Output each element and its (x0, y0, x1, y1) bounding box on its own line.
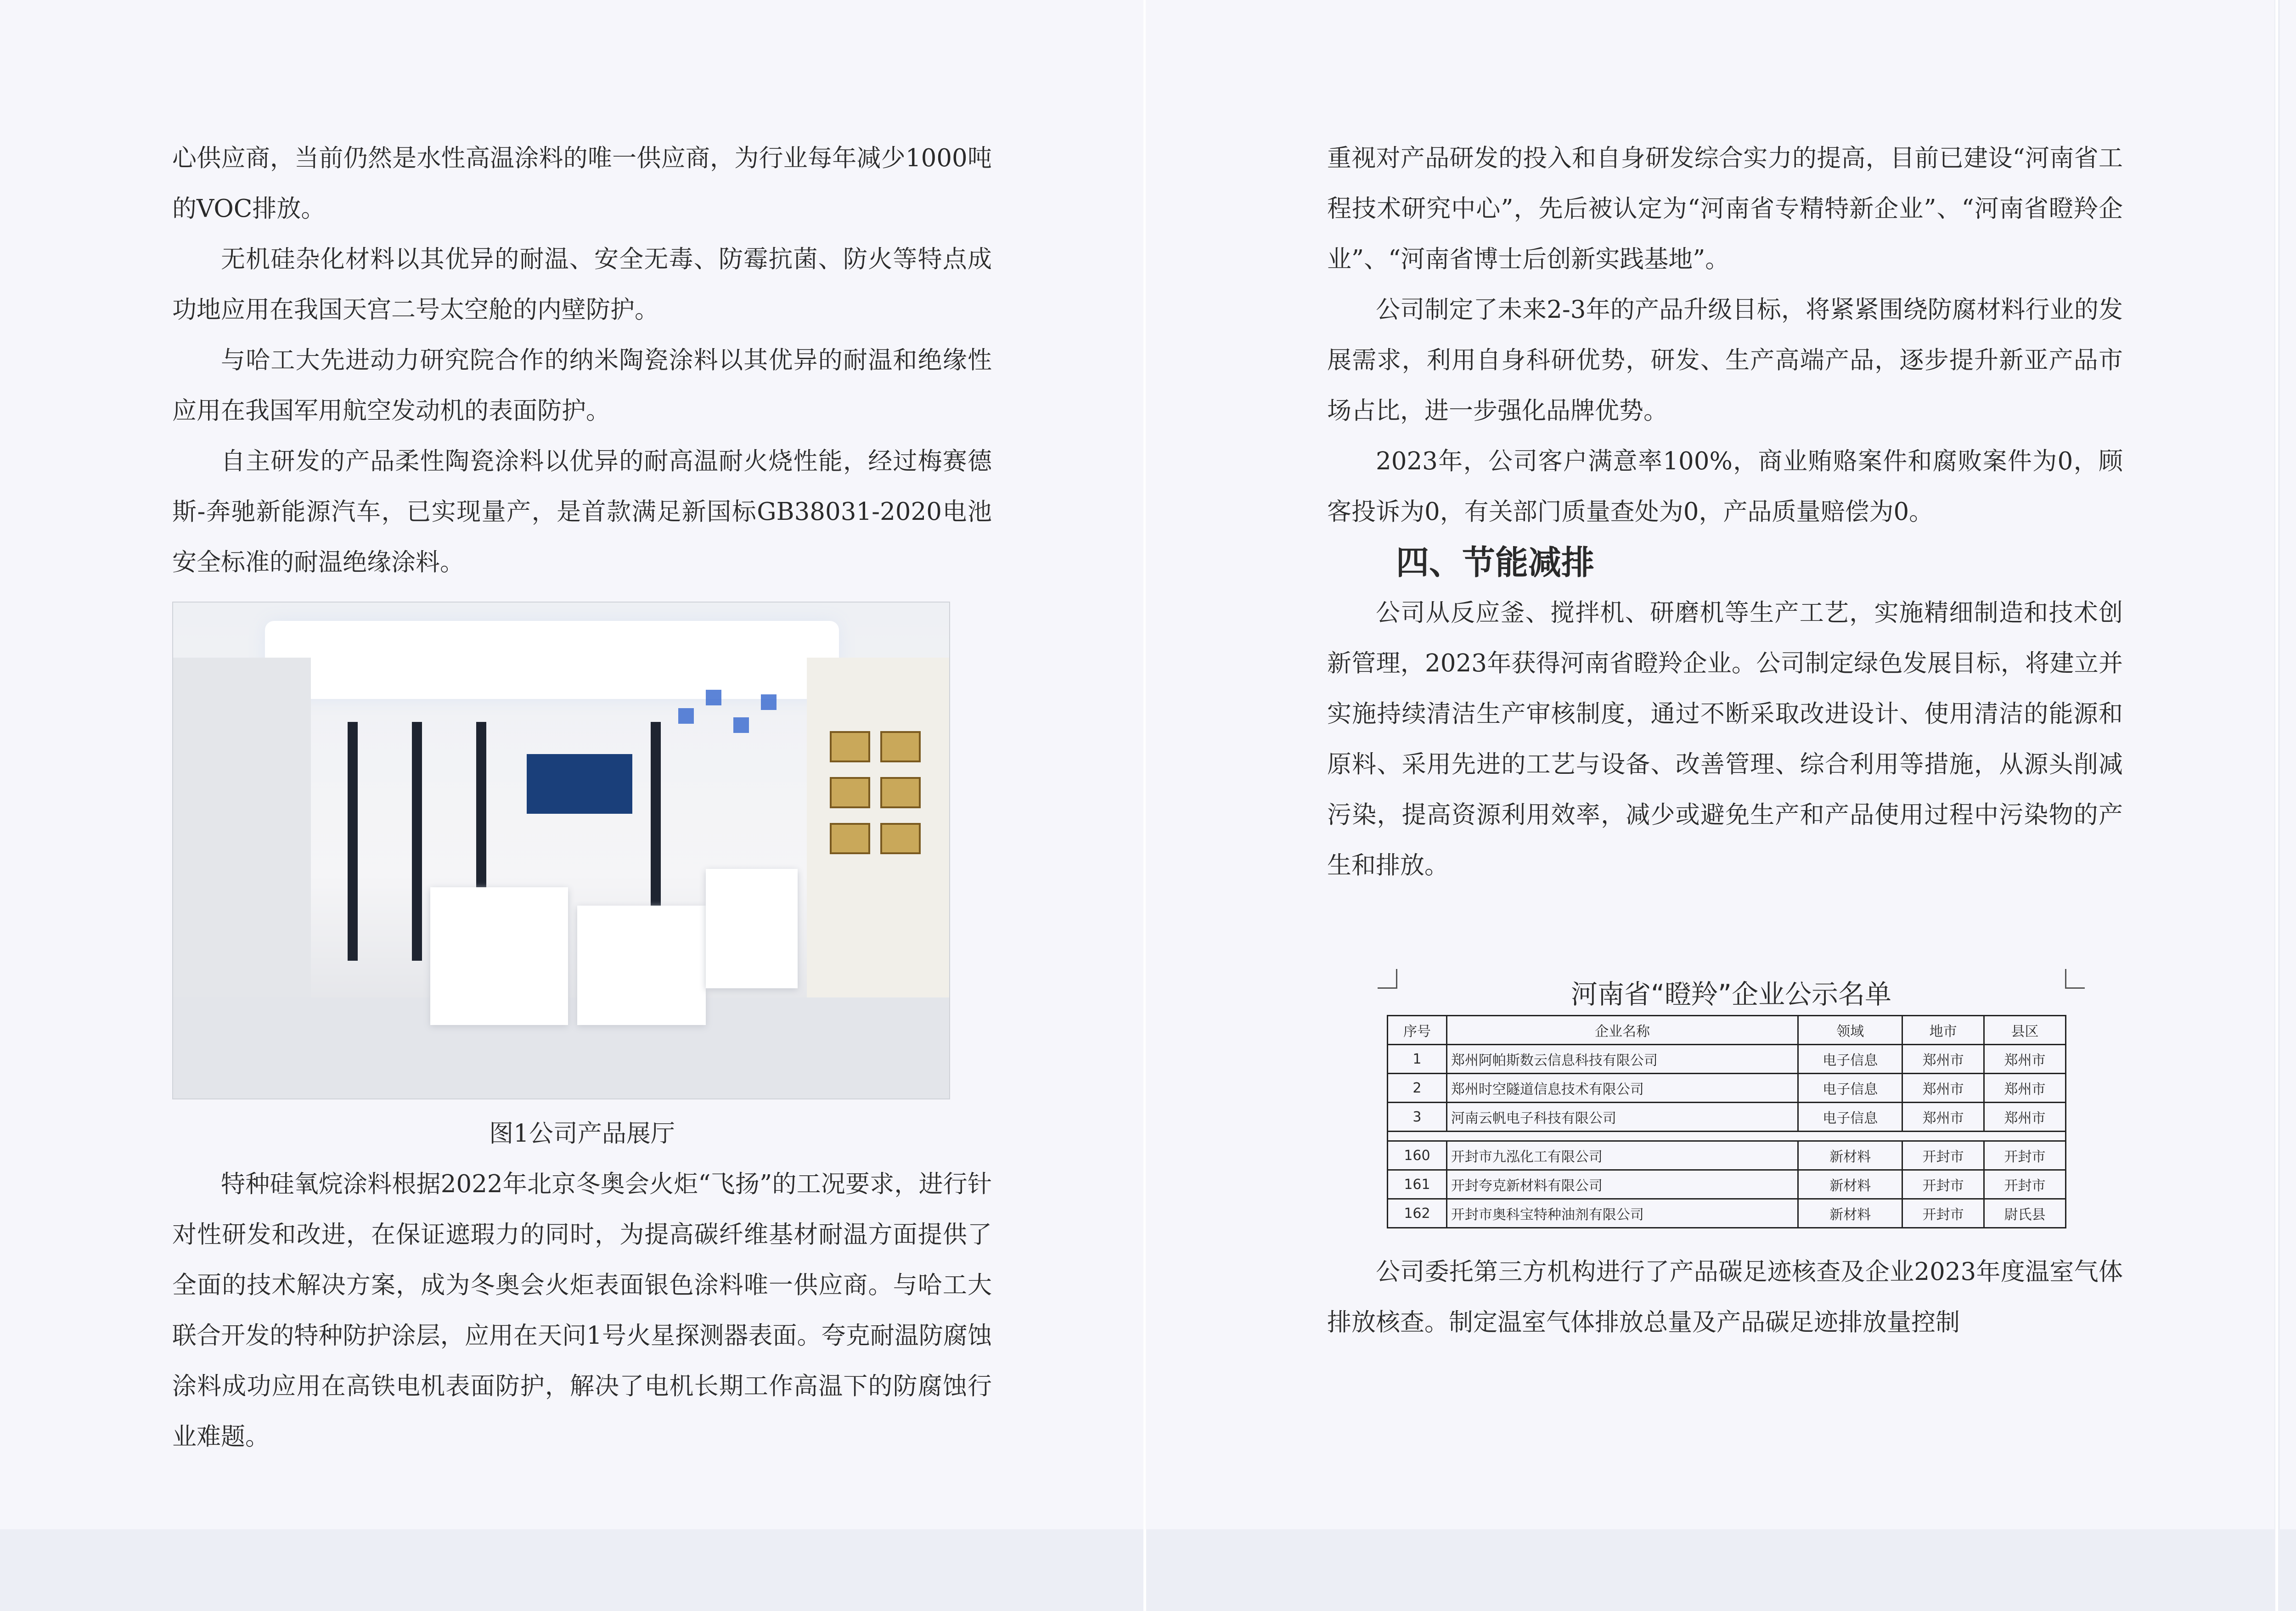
table-cell: 郑州时空隧道信息技术有限公司 (1446, 1074, 1798, 1103)
document-page-2 (1146, 0, 2274, 1529)
table-cell: 河南云帆电子科技有限公司 (1446, 1103, 1798, 1132)
paragraph: 自主研发的产品柔性陶瓷涂料以优异的耐高温耐火烧性能，经过梅赛德斯-奔驰新能源汽车，已实现量产，是首款满足新国标GB38031-2020电池安全标准的耐温绝缘涂料。 (172, 447, 992, 576)
paragraph: 公司从反应釜、搅拌机、研磨机等生产工艺，实施精细制造和技术创新管理，2023年获得河南省瞪羚企业。公司制定绿色发展目标，将建立并实施持续清洁生产审核制度，通过不断采取改进设计、使用清洁的能源和原料、采用先进的工艺与设备、改善管理、综合利用等措施，从源头削减污染，提高资源利用效率，减少或避免生产和产品使用过程中污染物的产生和排放。 (1327, 599, 2123, 879)
table-cell: 郑州市 (1984, 1045, 2066, 1074)
header-cell: 领域 (1798, 1016, 1902, 1045)
table-cell: 郑州市 (1902, 1045, 1984, 1074)
table-cell: 郑州市 (1902, 1103, 1984, 1132)
figure-caption: 图1公司产品展厅 (489, 1120, 675, 1148)
award-plaque (880, 777, 921, 808)
left-wall (173, 658, 311, 1043)
table-cell: 郑州市 (1902, 1074, 1984, 1103)
page-gap (2275, 0, 2278, 1611)
table-cell: 郑州市 (1984, 1103, 2066, 1132)
table-cell: 开封夸克新材料有限公司 (1446, 1170, 1798, 1199)
crop-mark (2065, 969, 2085, 989)
table-cell: 郑州市 (1984, 1074, 2066, 1103)
list-title: 河南省“瞪羚”企业公示名单 (1570, 979, 1892, 1010)
ceiling-light (265, 621, 839, 699)
table-row (1388, 1141, 2066, 1170)
table-cell: 开封市奥科宝特种油剂有限公司 (1446, 1199, 1798, 1228)
table-header-row (1388, 1016, 2066, 1045)
paragraph: 与哈工大先进动力研究院合作的纳米陶瓷涂料以其优异的耐温和绝缘性应用在我国军用航空发动机的表面防护。 (172, 346, 992, 425)
table-row (1388, 1170, 2066, 1199)
table-cell: 尉氏县 (1984, 1199, 2066, 1228)
table-cell: 郑州阿帕斯数云信息科技有限公司 (1446, 1045, 1798, 1074)
award-plaque (830, 731, 870, 762)
display-screen (527, 754, 632, 814)
section-heading: 四、节能减排 (1396, 543, 1595, 582)
award-plaque (880, 823, 921, 854)
table-cell: 开封市 (1902, 1170, 1984, 1199)
header-cell: 县区 (1984, 1016, 2066, 1045)
decor-cube (678, 708, 694, 724)
document-page-1 (0, 0, 1143, 1529)
table-cell: 电子信息 (1798, 1045, 1902, 1074)
table-row (1388, 1045, 2066, 1074)
display-pedestal (706, 869, 798, 988)
table-cell: 162 (1388, 1199, 1447, 1228)
award-plaque (830, 777, 870, 808)
table-cell: 新材料 (1798, 1170, 1902, 1199)
table-cell: 161 (1388, 1170, 1447, 1199)
crop-mark (1378, 969, 1397, 989)
table-row (1388, 1103, 2066, 1132)
decor-cube (706, 690, 721, 705)
table-row (1388, 1199, 2066, 1228)
table-gap-row (1388, 1132, 2066, 1141)
table-cell: 160 (1388, 1141, 1447, 1170)
document-page-3 (2280, 0, 2296, 1529)
header-cell: 企业名称 (1446, 1016, 1798, 1045)
showroom-photo (172, 602, 950, 1099)
table-cell: 开封市 (1984, 1141, 2066, 1170)
paragraph: 2023年，公司客户满意率100%，商业贿赂案件和腐败案件为0，顾客投诉为0，有关部门质量查处为0，产品质量赔偿为0。 (1327, 447, 2123, 526)
enterprise-table (1387, 1015, 2066, 1228)
right-wall (807, 658, 949, 1034)
table-cell: 电子信息 (1798, 1074, 1902, 1103)
table-cell: 新材料 (1798, 1199, 1902, 1228)
paragraph: 公司委托第三方机构进行了产品碳足迹核查及企业2023年度温室气体排放核查。制定温室气体排放总量及产品碳足迹排放量控制 (1327, 1258, 2123, 1336)
paragraph: 公司制定了未来2-3年的产品升级目标，将紧紧围绕防腐材料行业的发展需求，利用自身科研优势，研发、生产高端产品，逐步提升新亚产品市场占比，进一步强化品牌优势。 (1327, 296, 2123, 425)
wall-strip (348, 722, 358, 961)
enterprise-list-clipping (1387, 974, 2076, 1228)
decor-cube (761, 694, 777, 710)
table-cell: 开封市 (1984, 1170, 2066, 1199)
table-cell: 开封市 (1902, 1199, 1984, 1228)
table-cell: 新材料 (1798, 1141, 1902, 1170)
paragraph: 心供应商，当前仍然是水性高温涂料的唯一供应商，为行业每年减少1000吨的VOC排放。 (172, 144, 992, 223)
header-cell: 序号 (1388, 1016, 1447, 1045)
paragraph: 特种硅氧烷涂料根据2022年北京冬奥会火炬“飞扬”的工况要求，进行针对性研发和改进，在保证遮瑕力的同时，为提高碳纤维基材耐温方面提供了全面的技术解决方案，成为冬奥会火炬表面银色涂料唯一供应商。与哈工大联合开发的特种防护涂层，应用在天问1号火星探测器表面。夸克耐温防腐蚀涂料成功应用在高铁电机表面防护，解决了电机长期工作高温下的防腐蚀行业难题。 (172, 1170, 992, 1451)
table-cell: 1 (1388, 1045, 1447, 1074)
table-cell: 开封市 (1902, 1141, 1984, 1170)
award-plaque (880, 731, 921, 762)
decor-cube (733, 717, 749, 733)
wall-strip (412, 722, 422, 961)
paragraph: 重视对产品研发的投入和自身研发综合实力的提高，目前已建设“河南省工程技术研究中心”，先后被认定为“河南省专精特新企业”、“河南省瞪羚企业”、“河南省博士后创新实践基地”。 (1327, 144, 2123, 273)
table-row (1388, 1074, 2066, 1103)
display-pedestal (577, 906, 706, 1025)
display-pedestal (430, 887, 568, 1025)
header-cell: 地市 (1902, 1016, 1984, 1045)
table-cell: 2 (1388, 1074, 1447, 1103)
table-cell: 开封市九泓化工有限公司 (1446, 1141, 1798, 1170)
award-plaque (830, 823, 870, 854)
table-cell: 电子信息 (1798, 1103, 1902, 1132)
paragraph: 无机硅杂化材料以其优异的耐温、安全无毒、防霉抗菌、防火等特点成功地应用在我国天宫二号太空舱的内壁防护。 (172, 245, 992, 324)
table-cell: 3 (1388, 1103, 1447, 1132)
